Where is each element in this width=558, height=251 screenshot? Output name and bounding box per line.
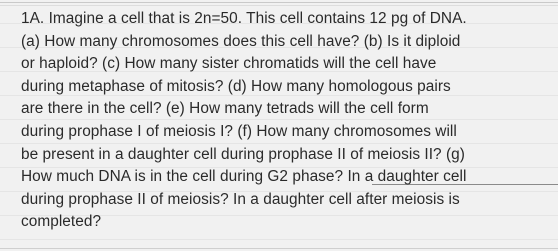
question-text [21, 8, 553, 234]
question-line: during prophase II of meiosis? In a daughter cell after meiosis is [21, 190, 460, 208]
background-rule-top [0, 2, 558, 3]
question-line: completed? [21, 213, 102, 231]
question-line: or haploid? (c) How many sister chromatids will the cell have [21, 55, 437, 73]
question-line: are there in the cell? (e) How many tetrads will the cell form [21, 100, 429, 118]
background-rule [0, 5, 558, 6]
question-line: be present in a daughter cell during prophase II of meiosis II? (g) [21, 145, 465, 163]
question-line: during prophase I of meiosis I? (f) How many chromosomes will [21, 122, 457, 140]
background-rule-bottom [0, 248, 558, 249]
question-line: (a) How many chromosomes does this cell have? (b) Is it diploid [21, 32, 461, 50]
question-line: during metaphase of mitosis? (d) How many homologous pairs [21, 77, 451, 95]
question-line: How much DNA is in the cell during G2 phase? In a daughter cell [21, 168, 467, 186]
question-line: 1A. Imagine a cell that is 2n=50. This cell contains 12 pg of DNA. [21, 10, 467, 27]
